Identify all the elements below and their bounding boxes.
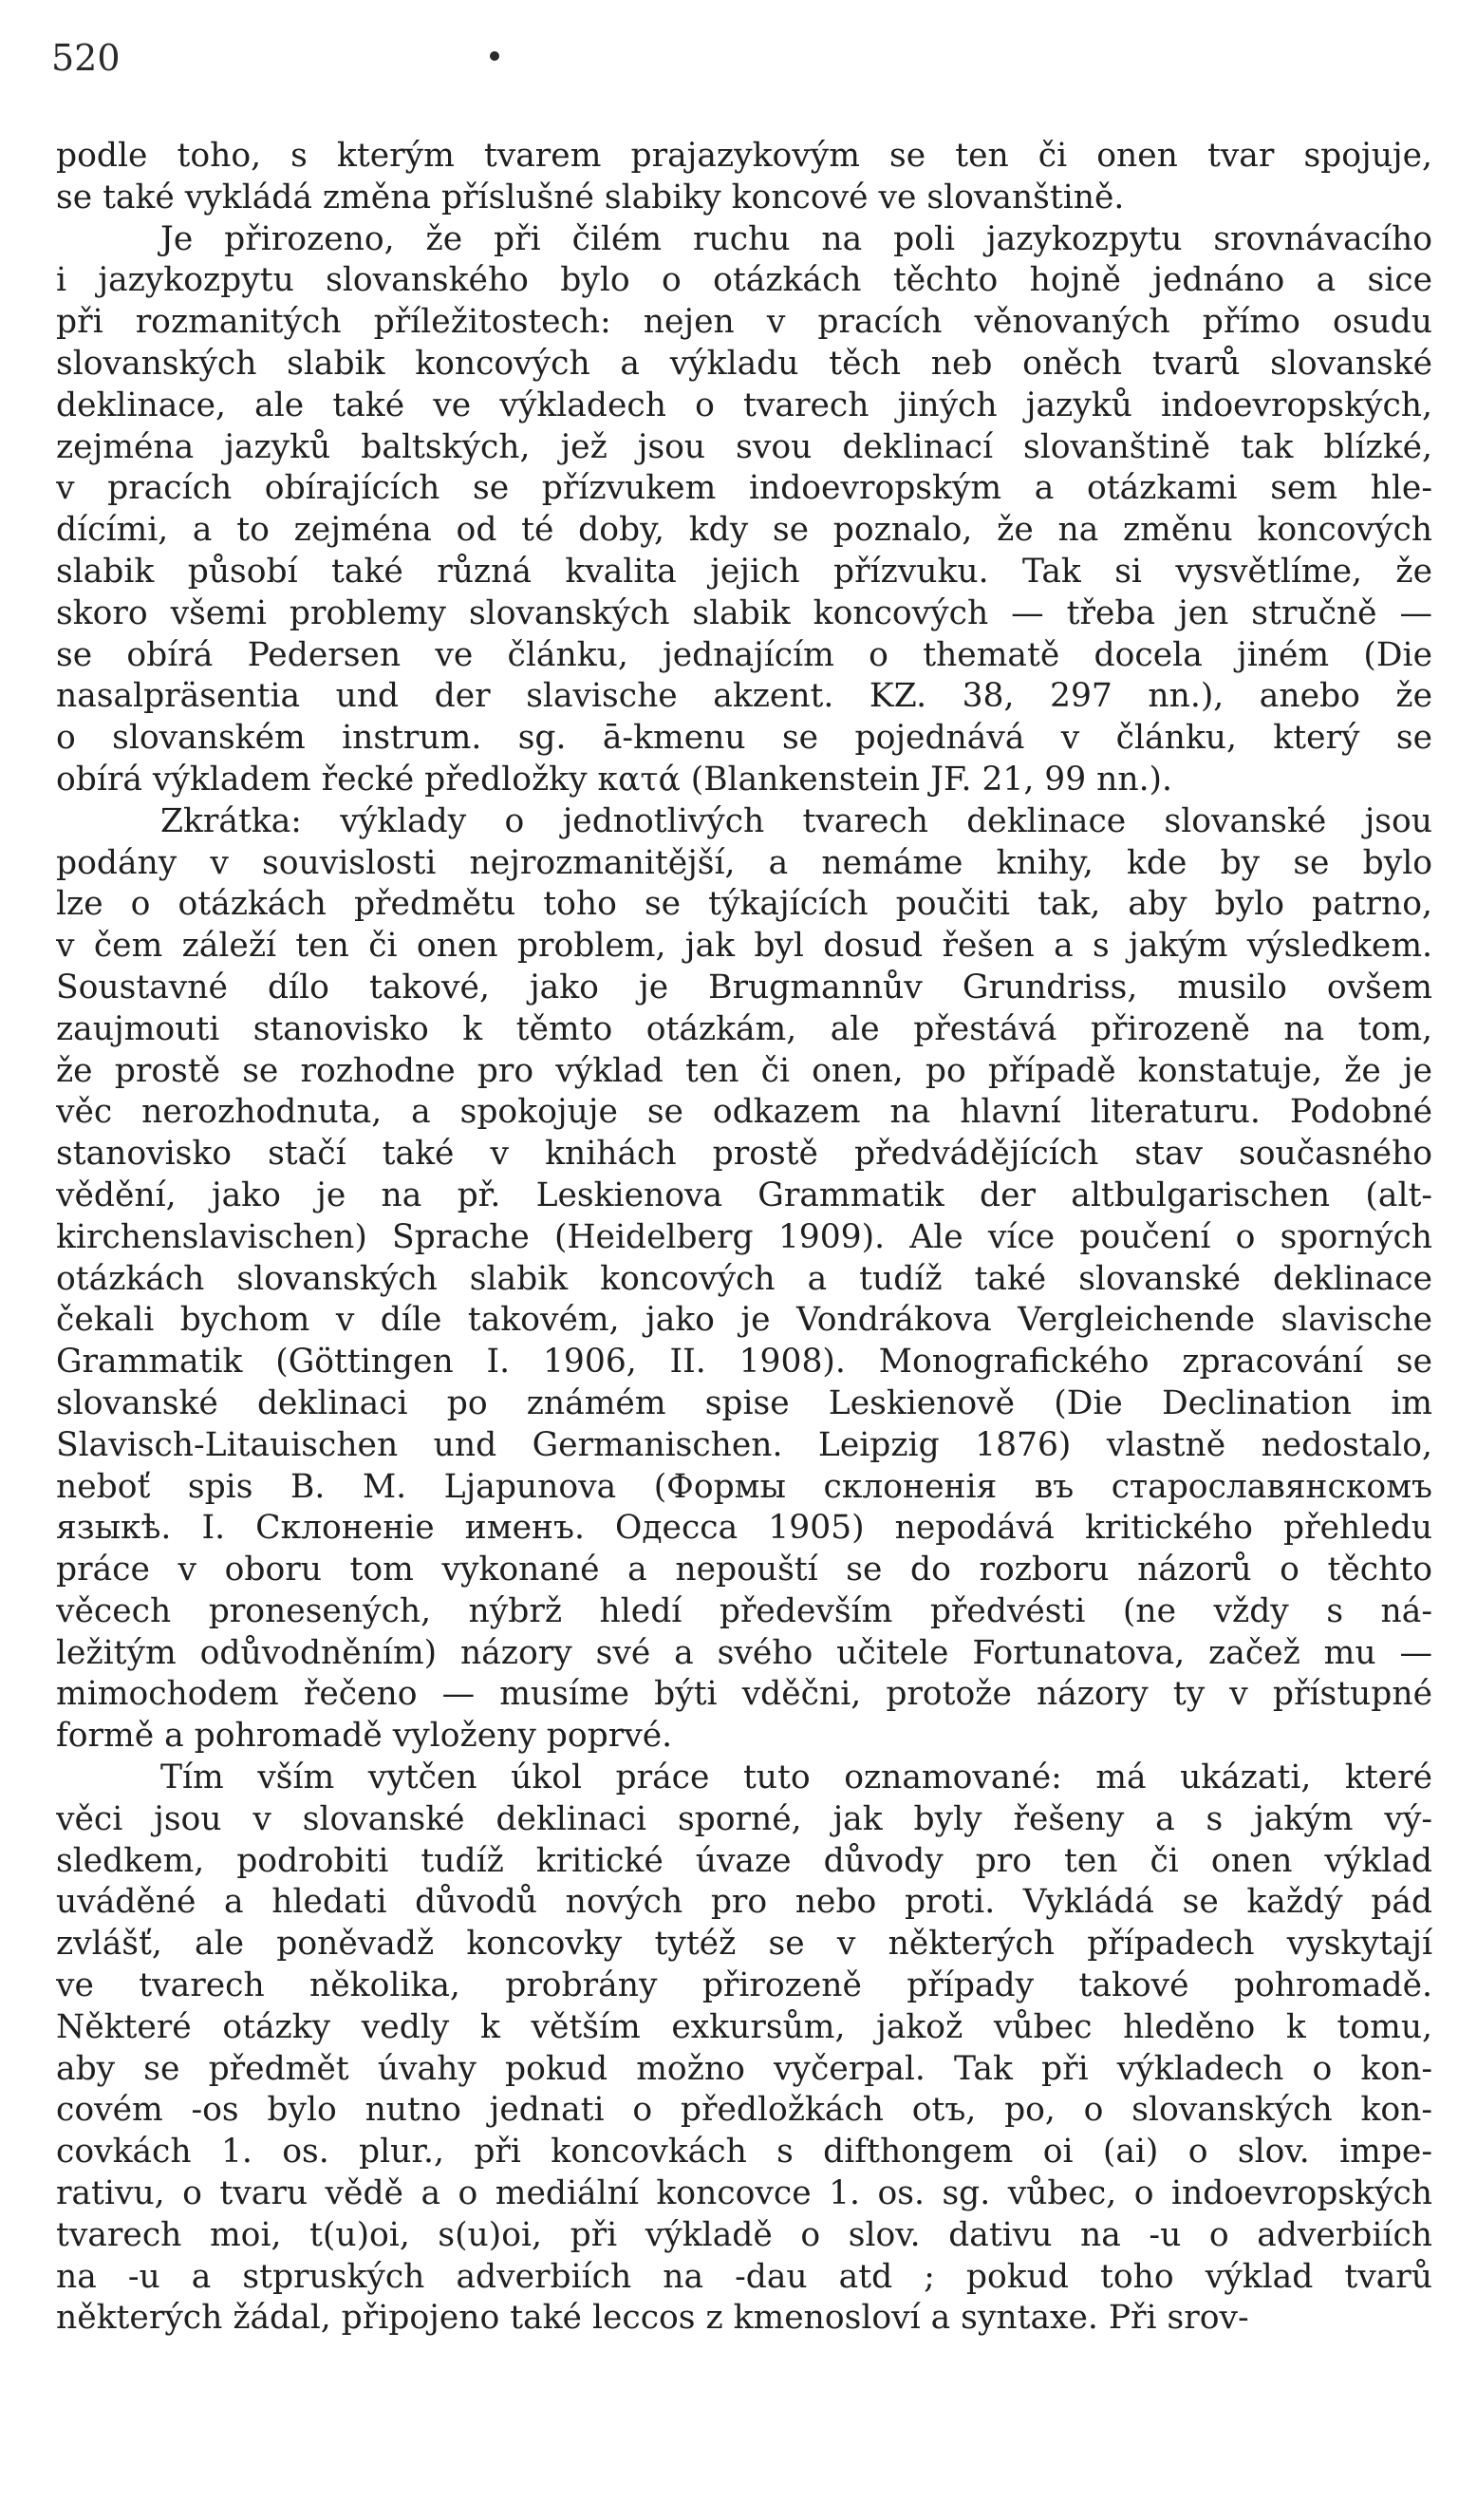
text-line: zejména jazyků baltských, jež jsou svou deklinací slovanštině tak blízké, (56, 427, 1432, 466)
text-line: slabik působí také různá kvalita jejich přízvuku. Tak si vysvětlíme, že (56, 552, 1432, 591)
text-line: v čem záleží ten či onen problem, jak byl dosud řešen a s jakým výsledkem. (56, 927, 1432, 966)
text-line: nasalpräsentia und der slavische akzent. KZ. 38, 297 nn.), anebo že (56, 677, 1432, 716)
text-line: skoro všemi problemy slovanských slabik koncových — třeba jen stručně — (56, 593, 1432, 632)
text-line: věci jsou v slovanské deklinaci sporné, jak byly řešeny a s jakým vý- (56, 1799, 1432, 1838)
text-line: mimochodem řečeno — musíme býti vděčni, protože názory ty v přístupné (56, 1675, 1432, 1714)
text-line: Tím vším vytčen úkol práce tuto oznamované: má ukázati, které (160, 1758, 1432, 1797)
text-line: Zkrátka: výklady o jednotlivých tvarech deklinace slovanské jsou (160, 801, 1432, 840)
text-line: otázkách slovanských slabik koncových a tudíž také slovanské deklinace (56, 1259, 1432, 1298)
text-line: covém -os bylo nutno jednati o předložkách otъ, po, o slovanských kon- (56, 2091, 1432, 2130)
paragraph (56, 1758, 1432, 2340)
text-line: věc nerozhodnuta, a spokojuje se odkazem na hlavní literaturu. Podobné (56, 1093, 1432, 1132)
paragraph (56, 219, 1432, 801)
text-line: stanovisko stačí také v knihách prostě předvádějících stav současného (56, 1135, 1432, 1174)
text-line: Některé otázky vedly k větším exkursům, jakož vůbec hleděno k tomu, (56, 2007, 1432, 2046)
text-line: lze o otázkách předmětu toho se týkajících poučiti tak, aby bylo patrno, (56, 885, 1432, 924)
text-line: covkách 1. os. plur., při koncovkách s difthongem oi (ai) o slov. impe- (56, 2133, 1432, 2172)
text-line: se také vykládá změna příslušné slabiky koncové ve slovanštině. (56, 178, 1125, 216)
paragraph (56, 136, 1432, 219)
page-number: 520 (51, 37, 121, 79)
text-line: tvarech moi, t(u)oi, s(u)oi, při výkladě o slov. dativu na -u o adverbiích (56, 2215, 1432, 2254)
text-line: uváděné a hledati důvodů nových pro nebo proti. Vykládá se každý pád (56, 1883, 1432, 1922)
text-line: při rozmanitých příležitostech: nejen v pracích věnovaných přímo osudu (56, 303, 1432, 342)
text-line: neboť spis B. M. Ljapunova (Формы склоненія въ старославянскомъ (56, 1467, 1432, 1506)
text-line: věcech pronesených, nýbrž hledí především předvésti (ne vždy s ná- (56, 1591, 1432, 1630)
text-line: Grammatik (Göttingen I. 1906, II. 1908). Monografického zpracování se (56, 1343, 1432, 1382)
text-line: vědění, jako je na př. Leskienova Grammatik der altbulgarischen (alt- (56, 1175, 1432, 1214)
text-line: Je přirozeno, že při čilém ruchu na poli jazykozpytu srovnávacího (160, 219, 1432, 258)
text-line: práce v oboru tom vykonané a nepouští se do rozboru názorů o těchto (56, 1551, 1432, 1589)
paragraph (56, 801, 1432, 1758)
text-line: slovanských slabik koncových a výkladu těch neb oněch tvarů slovanské (56, 344, 1432, 383)
text-line: dícími, a to zejména od té doby, kdy se poznalo, že na změnu koncových (56, 511, 1432, 550)
body-text (56, 136, 1432, 2340)
text-line: v pracích obírajících se přízvukem indoevropským a otázkami sem hle- (56, 469, 1432, 508)
text-line: ve tvarech několika, probrány přirozeně případy takové pohromadě. (56, 1966, 1432, 2005)
text-line: slovanské deklinaci po známém spise Leskienově (Die Declination im (56, 1383, 1432, 1422)
text-line: rativu, o tvaru vědě a o mediální koncovce 1. os. sg. vůbec, o indoevropských (56, 2174, 1432, 2213)
text-line: na -u a stpruských adverbiích na -dau atd ; pokud toho výklad tvarů (56, 2257, 1432, 2296)
text-line: kirchenslavischen) Sprache (Heidelberg 1909). Ale více poučení o sporných (56, 1217, 1432, 1256)
text-line: zvlášť, ale poněvadž koncovky tytéž se v některých případech vyskytají (56, 1925, 1432, 1964)
text-line: že prostě se rozhodne pro výklad ten či onen, po případě konstatuje, že je (56, 1051, 1432, 1090)
text-line: i jazykozpytu slovanského bylo o otázkách těchto hojně jednáno a sice (56, 261, 1432, 300)
text-line: ležitým odůvodněním) názory své a svého učitele Fortunatova, začež mu — (56, 1633, 1432, 1672)
text-line: podle toho, s kterým tvarem prajazykovým se ten či onen tvar spojuje, (56, 137, 1432, 175)
text-line: čekali bychom v díle takovém, jako je Vondrákova Vergleichende slavische (56, 1301, 1432, 1340)
text-line: některých žádal, připojeno také leccos z kmenosloví a syntaxe. Při srov- (56, 2299, 1249, 2338)
text-line: se obírá Pedersen ve článku, jednajícím o thematě docela jiném (Die (56, 635, 1432, 674)
text-line: sledkem, podrobiti tudíž kritické úvaze důvody pro ten či onen výklad (56, 1841, 1432, 1880)
text-line: языкѣ. I. Склоненіе именъ. Одесса 1905) nepodává kritického přehledu (56, 1509, 1432, 1548)
text-line: Soustavné dílo takové, jako je Brugmannův Grundriss, musilo ovšem (56, 968, 1432, 1006)
text-line: deklinace, ale také ve výkladech o tvarech jiných jazyků indoevropských, (56, 386, 1432, 424)
text-line: podány v souvislosti nejrozmanitější, a nemáme knihy, kde by se bylo (56, 843, 1432, 882)
text-line: formě a pohromadě vyloženy poprvé. (56, 1717, 673, 1756)
text-line: aby se předmět úvahy pokud možno vyčerpal. Tak při výkladech o kon- (56, 2049, 1432, 2088)
text-line: o slovanském instrum. sg. ā-kmenu se pojednává v článku, který se (56, 719, 1432, 758)
text-line: zaujmouti stanovisko k těmto otázkám, ale přestává přirozeně na tom, (56, 1009, 1432, 1048)
text-line: obírá výkladem řecké předložky κατά (Blankenstein JF. 21, 99 nn.). (56, 760, 1172, 799)
page-dot-mark (490, 51, 499, 61)
text-line: Slavisch-Litauischen und Germanischen. Leipzig 1876) vlastně nedostalo, (56, 1425, 1432, 1464)
